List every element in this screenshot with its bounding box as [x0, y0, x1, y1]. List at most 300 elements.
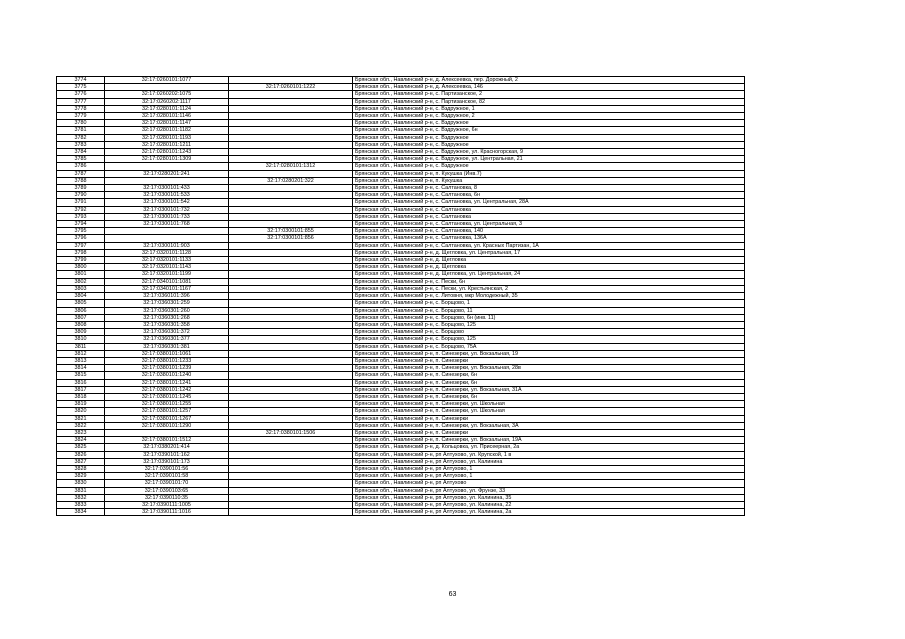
- row-number-cell: 3809: [57, 329, 105, 336]
- cadastral-number-cell: 32:17:0380101:1255: [105, 401, 229, 408]
- row-number-cell: 3802: [57, 278, 105, 285]
- cadastral-number-cell: 32:17:0390101:173: [105, 458, 229, 465]
- registry-table: [56, 76, 745, 516]
- address-cell: Брянская обл., Навлинский р-н, п. Синезерки, ул. Школьная: [353, 401, 745, 408]
- table-row: [57, 293, 745, 300]
- table-row: [57, 458, 745, 465]
- row-number-cell: 3817: [57, 386, 105, 393]
- row-number-cell: 3828: [57, 465, 105, 472]
- cadastral-parent-cell: [229, 293, 353, 300]
- row-number-cell: 3780: [57, 120, 105, 127]
- row-number-cell: 3833: [57, 501, 105, 508]
- cadastral-number-cell: 32:17:0360101:396: [105, 293, 229, 300]
- cadastral-parent-cell: [229, 501, 353, 508]
- cadastral-number-cell: 32:17:0380101:1241: [105, 379, 229, 386]
- row-number-cell: 3818: [57, 393, 105, 400]
- cadastral-number-cell: 32:17:0380101:1257: [105, 408, 229, 415]
- cadastral-number-cell: 32:17:0280101:1182: [105, 127, 229, 134]
- cadastral-parent-cell: [229, 437, 353, 444]
- cadastral-parent-cell: [229, 192, 353, 199]
- address-cell: Брянская обл., Навлинский р-н, с. Пески, ул. Крестьянская, 2: [353, 285, 745, 292]
- cadastral-number-cell: 32:17:0390101:70: [105, 480, 229, 487]
- row-number-cell: 3789: [57, 185, 105, 192]
- address-cell: Брянская обл., Навлинский р-н, с. Вздружное: [353, 141, 745, 148]
- address-cell: Брянская обл., Навлинский р-н, рп Алтухово, ул. Калинина, 22: [353, 501, 745, 508]
- address-cell: Брянская обл., Навлинский р-н, д. Щегловка: [353, 257, 745, 264]
- cadastral-parent-cell: [229, 271, 353, 278]
- cadastral-number-cell: 32:17:0360301:372: [105, 329, 229, 336]
- cadastral-number-cell: [105, 429, 229, 436]
- address-cell: Брянская обл., Навлинский р-н, с. Борщово: [353, 329, 745, 336]
- table-row: [57, 91, 745, 98]
- row-number-cell: 3799: [57, 257, 105, 264]
- address-cell: Брянская обл., Навлинский р-н, с. Вздружное, 1: [353, 105, 745, 112]
- table-row: [57, 170, 745, 177]
- cadastral-parent-cell: [229, 365, 353, 372]
- row-number-cell: 3774: [57, 77, 105, 84]
- row-number-cell: 3806: [57, 307, 105, 314]
- row-number-cell: 3813: [57, 357, 105, 364]
- cadastral-number-cell: 32:17:0360301:377: [105, 336, 229, 343]
- table-row: [57, 185, 745, 192]
- address-cell: Брянская обл., Навлинский р-н, п. Синезерки: [353, 415, 745, 422]
- address-cell: Брянская обл., Навлинский р-н, д. Алексеевка, 146: [353, 84, 745, 91]
- table-row: [57, 372, 745, 379]
- address-cell: Брянская обл., Навлинский р-н, п. Синезерки, ул. Вокзальная, 31А: [353, 386, 745, 393]
- cadastral-parent-cell: 32:17:0300101:855: [229, 228, 353, 235]
- cadastral-parent-cell: [229, 494, 353, 501]
- cadastral-parent-cell: [229, 264, 353, 271]
- table-row: [57, 401, 745, 408]
- cadastral-number-cell: 32:17:0300101:903: [105, 242, 229, 249]
- cadastral-parent-cell: [229, 213, 353, 220]
- cadastral-number-cell: 32:17:0320101:1143: [105, 264, 229, 271]
- row-number-cell: 3792: [57, 206, 105, 213]
- cadastral-number-cell: 32:17:0390101:162: [105, 451, 229, 458]
- table-row: [57, 437, 745, 444]
- cadastral-parent-cell: [229, 105, 353, 112]
- row-number-cell: 3829: [57, 473, 105, 480]
- cadastral-number-cell: 32:17:0380101:1290: [105, 422, 229, 429]
- row-number-cell: 3807: [57, 314, 105, 321]
- address-cell: Брянская обл., Навлинский р-н, с. Борщово, 125: [353, 336, 745, 343]
- address-cell: Брянская обл., Навлинский р-н, с. Салтановка: [353, 206, 745, 213]
- cadastral-number-cell: 32:17:0390103:65: [105, 487, 229, 494]
- row-number-cell: 3777: [57, 98, 105, 105]
- row-number-cell: 3790: [57, 192, 105, 199]
- address-cell: Брянская обл., Навлинский р-н, с. Салтановка, ул. Красных Партизан, 1А: [353, 242, 745, 249]
- table-row: [57, 386, 745, 393]
- address-cell: Брянская обл., Навлинский р-н, д. Кольцовка, ул. Присеерная, 2а: [353, 444, 745, 451]
- cadastral-parent-cell: [229, 350, 353, 357]
- row-number-cell: 3791: [57, 199, 105, 206]
- cadastral-number-cell: 32:17:0390101:58: [105, 473, 229, 480]
- table-row: [57, 473, 745, 480]
- row-number-cell: 3810: [57, 336, 105, 343]
- table-row: [57, 350, 745, 357]
- row-number-cell: 3800: [57, 264, 105, 271]
- table-row: [57, 105, 745, 112]
- cadastral-number-cell: 32:17:0390111:1005: [105, 501, 229, 508]
- cadastral-number-cell: [105, 235, 229, 242]
- address-cell: Брянская обл., Навлинский р-н, с. Вздружное, ул. Центральная, 21: [353, 156, 745, 163]
- address-cell: Брянская обл., Навлинский р-н, с. Вздружное: [353, 163, 745, 170]
- address-cell: Брянская обл., Навлинский р-н, с. Литовня, мкр Молодежный, 35: [353, 293, 745, 300]
- registry-table-body: [57, 77, 745, 516]
- cadastral-number-cell: 32:17:0300101:768: [105, 221, 229, 228]
- row-number-cell: 3793: [57, 213, 105, 220]
- cadastral-parent-cell: [229, 300, 353, 307]
- address-cell: Брянская обл., Навлинский р-н, п. Синезерки: [353, 429, 745, 436]
- address-cell: Брянская обл., Навлинский р-н, д. Алексеевка, пер. Дорожный, 2: [353, 77, 745, 84]
- row-number-cell: 3781: [57, 127, 105, 134]
- address-cell: Брянская обл., Навлинский р-н, п. Синезерки, 6н: [353, 372, 745, 379]
- table-row: [57, 451, 745, 458]
- cadastral-number-cell: 32:17:0320101:1128: [105, 249, 229, 256]
- row-number-cell: 3805: [57, 300, 105, 307]
- cadastral-parent-cell: [229, 221, 353, 228]
- table-row: [57, 199, 745, 206]
- address-cell: Брянская обл., Навлинский р-н, с. Партизанское, 82: [353, 98, 745, 105]
- address-cell: Брянская обл., Навлинский р-н, с. Борщово, 6н (инв. 11): [353, 314, 745, 321]
- table-row: [57, 177, 745, 184]
- cadastral-parent-cell: [229, 127, 353, 134]
- table-row: [57, 249, 745, 256]
- address-cell: Брянская обл., Навлинский р-н, с. Вздружное: [353, 120, 745, 127]
- address-cell: Брянская обл., Навлинский р-н, с. Салтановка, ул. Центральная, 28А: [353, 199, 745, 206]
- cadastral-parent-cell: [229, 473, 353, 480]
- table-row: [57, 365, 745, 372]
- cadastral-parent-cell: [229, 458, 353, 465]
- table-row: [57, 314, 745, 321]
- cadastral-number-cell: 32:17:0380101:1245: [105, 393, 229, 400]
- table-row: [57, 465, 745, 472]
- address-cell: Брянская обл., Навлинский р-н, д. Щегловка, ул. Центральная, 17: [353, 249, 745, 256]
- cadastral-number-cell: 32:17:0280101:1147: [105, 120, 229, 127]
- row-number-cell: 3796: [57, 235, 105, 242]
- address-cell: Брянская обл., Навлинский р-н, д. Щегловка, ул. Центральная, 24: [353, 271, 745, 278]
- cadastral-number-cell: 32:17:0260101:1077: [105, 77, 229, 84]
- table-row: [57, 343, 745, 350]
- cadastral-parent-cell: [229, 170, 353, 177]
- address-cell: Брянская обл., Навлинский р-н, рп Алтухово, 1: [353, 465, 745, 472]
- address-cell: Брянская обл., Навлинский р-н, с. Вздружное, 2: [353, 113, 745, 120]
- cadastral-parent-cell: [229, 372, 353, 379]
- row-number-cell: 3824: [57, 437, 105, 444]
- row-number-cell: 3775: [57, 84, 105, 91]
- table-row: [57, 163, 745, 170]
- address-cell: Брянская обл., Навлинский р-н, с. Салтановка, 6н: [353, 192, 745, 199]
- cadastral-parent-cell: [229, 422, 353, 429]
- row-number-cell: 3825: [57, 444, 105, 451]
- table-row: [57, 501, 745, 508]
- cadastral-parent-cell: [229, 408, 353, 415]
- cadastral-number-cell: 32:17:0340101:1167: [105, 285, 229, 292]
- cadastral-number-cell: 32:17:0300101:732: [105, 206, 229, 213]
- cadastral-parent-cell: [229, 321, 353, 328]
- table-row: [57, 509, 745, 516]
- address-cell: Брянская обл., Навлинский р-н, с. Партизанское, 2: [353, 91, 745, 98]
- cadastral-parent-cell: 32:17:0260101:1222: [229, 84, 353, 91]
- cadastral-number-cell: 32:17:0280101:1124: [105, 105, 229, 112]
- table-row: [57, 336, 745, 343]
- cadastral-number-cell: 32:17:0360301:268: [105, 314, 229, 321]
- cadastral-number-cell: 32:17:0380101:1242: [105, 386, 229, 393]
- row-number-cell: 3834: [57, 509, 105, 516]
- cadastral-number-cell: 32:17:0380101:1512: [105, 437, 229, 444]
- table-row: [57, 127, 745, 134]
- cadastral-parent-cell: [229, 386, 353, 393]
- cadastral-parent-cell: [229, 343, 353, 350]
- cadastral-parent-cell: [229, 242, 353, 249]
- cadastral-parent-cell: [229, 509, 353, 516]
- cadastral-number-cell: 32:17:0390111:1016: [105, 509, 229, 516]
- address-cell: Брянская обл., Навлинский р-н, рп Алтухово, ул. Фрунзе, 33: [353, 487, 745, 494]
- address-cell: Брянская обл., Навлинский р-н, с. Салтановка, 136А: [353, 235, 745, 242]
- address-cell: Брянская обл., Навлинский р-н, п. Синезерки, 6н: [353, 379, 745, 386]
- row-number-cell: 3783: [57, 141, 105, 148]
- cadastral-parent-cell: [229, 314, 353, 321]
- cadastral-number-cell: 32:17:0360301:259: [105, 300, 229, 307]
- table-row: [57, 408, 745, 415]
- table-row: [57, 422, 745, 429]
- cadastral-parent-cell: [229, 285, 353, 292]
- cadastral-number-cell: 32:17:0300101:733: [105, 213, 229, 220]
- table-row: [57, 84, 745, 91]
- table-row: [57, 379, 745, 386]
- cadastral-parent-cell: [229, 120, 353, 127]
- address-cell: Брянская обл., Навлинский р-н, п. Синезерки, ул. Вокзальная, 28в: [353, 365, 745, 372]
- row-number-cell: 3826: [57, 451, 105, 458]
- table-row: [57, 415, 745, 422]
- cadastral-parent-cell: [229, 465, 353, 472]
- cadastral-number-cell: 32:17:0280101:1211: [105, 141, 229, 148]
- address-cell: Брянская обл., Навлинский р-н, с. Салтановка, ул. Центральная, 3: [353, 221, 745, 228]
- cadastral-parent-cell: 32:17:0380101:1506: [229, 429, 353, 436]
- table-row: [57, 393, 745, 400]
- row-number-cell: 3816: [57, 379, 105, 386]
- cadastral-parent-cell: 32:17:0280101:1312: [229, 163, 353, 170]
- cadastral-parent-cell: [229, 206, 353, 213]
- row-number-cell: 3815: [57, 372, 105, 379]
- row-number-cell: 3785: [57, 156, 105, 163]
- address-cell: Брянская обл., Навлинский р-н, с. Салтановка, 140: [353, 228, 745, 235]
- cadastral-parent-cell: [229, 480, 353, 487]
- table-row: [57, 156, 745, 163]
- cadastral-number-cell: 32:17:0340101:1081: [105, 278, 229, 285]
- cadastral-parent-cell: [229, 134, 353, 141]
- cadastral-parent-cell: [229, 141, 353, 148]
- cadastral-number-cell: [105, 228, 229, 235]
- cadastral-parent-cell: [229, 149, 353, 156]
- table-row: [57, 235, 745, 242]
- address-cell: Брянская обл., Навлинский р-н, с. Борщово, 125: [353, 321, 745, 328]
- cadastral-parent-cell: [229, 444, 353, 451]
- address-cell: Брянская обл., Навлинский р-н, рп Алтухово, ул. Калинина: [353, 458, 745, 465]
- row-number-cell: 3823: [57, 429, 105, 436]
- table-row: [57, 192, 745, 199]
- address-cell: Брянская обл., Навлинский р-н, с. Вздружное: [353, 134, 745, 141]
- row-number-cell: 3814: [57, 365, 105, 372]
- table-row: [57, 120, 745, 127]
- cadastral-number-cell: 32:17:0300101:433: [105, 185, 229, 192]
- address-cell: Брянская обл., Навлинский р-н, п. Синезерки, ул. Вокзальная, 19: [353, 350, 745, 357]
- cadastral-number-cell: 32:17:0280101:1146: [105, 113, 229, 120]
- cadastral-parent-cell: [229, 336, 353, 343]
- row-number-cell: 3784: [57, 149, 105, 156]
- table-row: [57, 307, 745, 314]
- cadastral-number-cell: 32:17:0280101:1193: [105, 134, 229, 141]
- cadastral-number-cell: 32:17:0300101:542: [105, 199, 229, 206]
- row-number-cell: 3831: [57, 487, 105, 494]
- address-cell: Брянская обл., Навлинский р-н, рп Алтухово, ул. Крупской, 1 в: [353, 451, 745, 458]
- table-row: [57, 242, 745, 249]
- row-number-cell: 3801: [57, 271, 105, 278]
- cadastral-parent-cell: [229, 379, 353, 386]
- cadastral-parent-cell: [229, 199, 353, 206]
- address-cell: Брянская обл., Навлинский р-н, рп Алтухово: [353, 480, 745, 487]
- table-row: [57, 300, 745, 307]
- cadastral-number-cell: 32:17:0380201:414: [105, 444, 229, 451]
- cadastral-number-cell: 32:17:0390110:35: [105, 494, 229, 501]
- address-cell: Брянская обл., Навлинский р-н, п. Синезерки: [353, 357, 745, 364]
- address-cell: Брянская обл., Навлинский р-н, п. Кукушка (Инв.7): [353, 170, 745, 177]
- cadastral-number-cell: 32:17:0380101:1233: [105, 357, 229, 364]
- address-cell: Брянская обл., Навлинский р-н, п. Синезерки, 6н: [353, 393, 745, 400]
- row-number-cell: 3776: [57, 91, 105, 98]
- row-number-cell: 3797: [57, 242, 105, 249]
- row-number-cell: 3830: [57, 480, 105, 487]
- cadastral-number-cell: [105, 177, 229, 184]
- address-cell: Брянская обл., Навлинский р-н, п. Кукушка: [353, 177, 745, 184]
- cadastral-number-cell: 32:17:0360301:260: [105, 307, 229, 314]
- row-number-cell: 3821: [57, 415, 105, 422]
- address-cell: Брянская обл., Навлинский р-н, рп Алтухово, ул. Калинина, 35: [353, 494, 745, 501]
- row-number-cell: 3786: [57, 163, 105, 170]
- table-row: [57, 98, 745, 105]
- row-number-cell: 3778: [57, 105, 105, 112]
- cadastral-number-cell: 32:17:0390101:56: [105, 465, 229, 472]
- cadastral-number-cell: 32:17:0360301:381: [105, 343, 229, 350]
- address-cell: Брянская обл., Навлинский р-н, с. Салтановка, 8: [353, 185, 745, 192]
- cadastral-number-cell: 32:17:0380101:1239: [105, 365, 229, 372]
- table-row: [57, 213, 745, 220]
- cadastral-parent-cell: 32:17:0280201:322: [229, 177, 353, 184]
- cadastral-parent-cell: [229, 451, 353, 458]
- row-number-cell: 3804: [57, 293, 105, 300]
- cadastral-parent-cell: [229, 257, 353, 264]
- address-cell: Брянская обл., Навлинский р-н, с. Борщово, 1: [353, 300, 745, 307]
- address-cell: Брянская обл., Навлинский р-н, с. Пески, 6н: [353, 278, 745, 285]
- address-cell: Брянская обл., Навлинский р-н, п. Синезерки, ул. Вокзальная, 19А: [353, 437, 745, 444]
- table-row: [57, 429, 745, 436]
- address-cell: Брянская обл., Навлинский р-н, рп Алтухово, ул. Калинина, 2а: [353, 509, 745, 516]
- row-number-cell: 3788: [57, 177, 105, 184]
- cadastral-parent-cell: [229, 91, 353, 98]
- cadastral-parent-cell: [229, 401, 353, 408]
- table-row: [57, 494, 745, 501]
- cadastral-parent-cell: 32:17:0300101:856: [229, 235, 353, 242]
- table-row: [57, 149, 745, 156]
- row-number-cell: 3794: [57, 221, 105, 228]
- address-cell: Брянская обл., Навлинский р-н, с. Вздружное, ул. Красногорская, 9: [353, 149, 745, 156]
- cadastral-number-cell: 32:17:0280201:241: [105, 170, 229, 177]
- table-row: [57, 134, 745, 141]
- cadastral-parent-cell: [229, 278, 353, 285]
- address-cell: Брянская обл., Навлинский р-н, с. Вздружное, 6н: [353, 127, 745, 134]
- row-number-cell: 3808: [57, 321, 105, 328]
- cadastral-parent-cell: [229, 156, 353, 163]
- cadastral-number-cell: 32:17:0280101:1243: [105, 149, 229, 156]
- cadastral-number-cell: 32:17:0260202:1075: [105, 91, 229, 98]
- cadastral-parent-cell: [229, 487, 353, 494]
- table-row: [57, 271, 745, 278]
- cadastral-number-cell: 32:17:0320101:1199: [105, 271, 229, 278]
- table-row: [57, 357, 745, 364]
- row-number-cell: 3787: [57, 170, 105, 177]
- address-cell: Брянская обл., Навлинский р-н, рп Алтухово, 1: [353, 473, 745, 480]
- table-row: [57, 321, 745, 328]
- address-cell: Брянская обл., Навлинский р-н, п. Синезерки, ул. Вокзальная, 3А: [353, 422, 745, 429]
- cadastral-parent-cell: [229, 113, 353, 120]
- row-number-cell: 3820: [57, 408, 105, 415]
- table-row: [57, 329, 745, 336]
- table-row: [57, 444, 745, 451]
- row-number-cell: 3827: [57, 458, 105, 465]
- cadastral-number-cell: 32:17:0320101:1133: [105, 257, 229, 264]
- row-number-cell: 3798: [57, 249, 105, 256]
- table-row: [57, 257, 745, 264]
- cadastral-parent-cell: [229, 307, 353, 314]
- cadastral-parent-cell: [229, 98, 353, 105]
- row-number-cell: 3819: [57, 401, 105, 408]
- address-cell: Брянская обл., Навлинский р-н, д. Щегловка: [353, 264, 745, 271]
- cadastral-number-cell: 32:17:0360301:358: [105, 321, 229, 328]
- row-number-cell: 3812: [57, 350, 105, 357]
- row-number-cell: 3811: [57, 343, 105, 350]
- cadastral-number-cell: 32:17:0380101:1240: [105, 372, 229, 379]
- address-cell: Брянская обл., Навлинский р-н, с. Салтановка: [353, 213, 745, 220]
- row-number-cell: 3779: [57, 113, 105, 120]
- table-row: [57, 141, 745, 148]
- table-row: [57, 221, 745, 228]
- cadastral-parent-cell: [229, 393, 353, 400]
- cadastral-parent-cell: [229, 77, 353, 84]
- table-row: [57, 206, 745, 213]
- address-cell: Брянская обл., Навлинский р-н, с. Борщово, 11: [353, 307, 745, 314]
- cadastral-parent-cell: [229, 357, 353, 364]
- row-number-cell: 3795: [57, 228, 105, 235]
- cadastral-number-cell: 32:17:0380101:1267: [105, 415, 229, 422]
- table-row: [57, 77, 745, 84]
- row-number-cell: 3803: [57, 285, 105, 292]
- cadastral-parent-cell: [229, 185, 353, 192]
- row-number-cell: 3782: [57, 134, 105, 141]
- address-cell: Брянская обл., Навлинский р-н, с. Борщово, 75А: [353, 343, 745, 350]
- cadastral-parent-cell: [229, 249, 353, 256]
- cadastral-number-cell: [105, 163, 229, 170]
- table-row: [57, 487, 745, 494]
- cadastral-number-cell: 32:17:0260202:1117: [105, 98, 229, 105]
- table-row: [57, 278, 745, 285]
- cadastral-number-cell: [105, 84, 229, 91]
- row-number-cell: 3822: [57, 422, 105, 429]
- table-row: [57, 228, 745, 235]
- cadastral-number-cell: 32:17:0300101:533: [105, 192, 229, 199]
- row-number-cell: 3832: [57, 494, 105, 501]
- cadastral-number-cell: 32:17:0280101:1309: [105, 156, 229, 163]
- table-row: [57, 113, 745, 120]
